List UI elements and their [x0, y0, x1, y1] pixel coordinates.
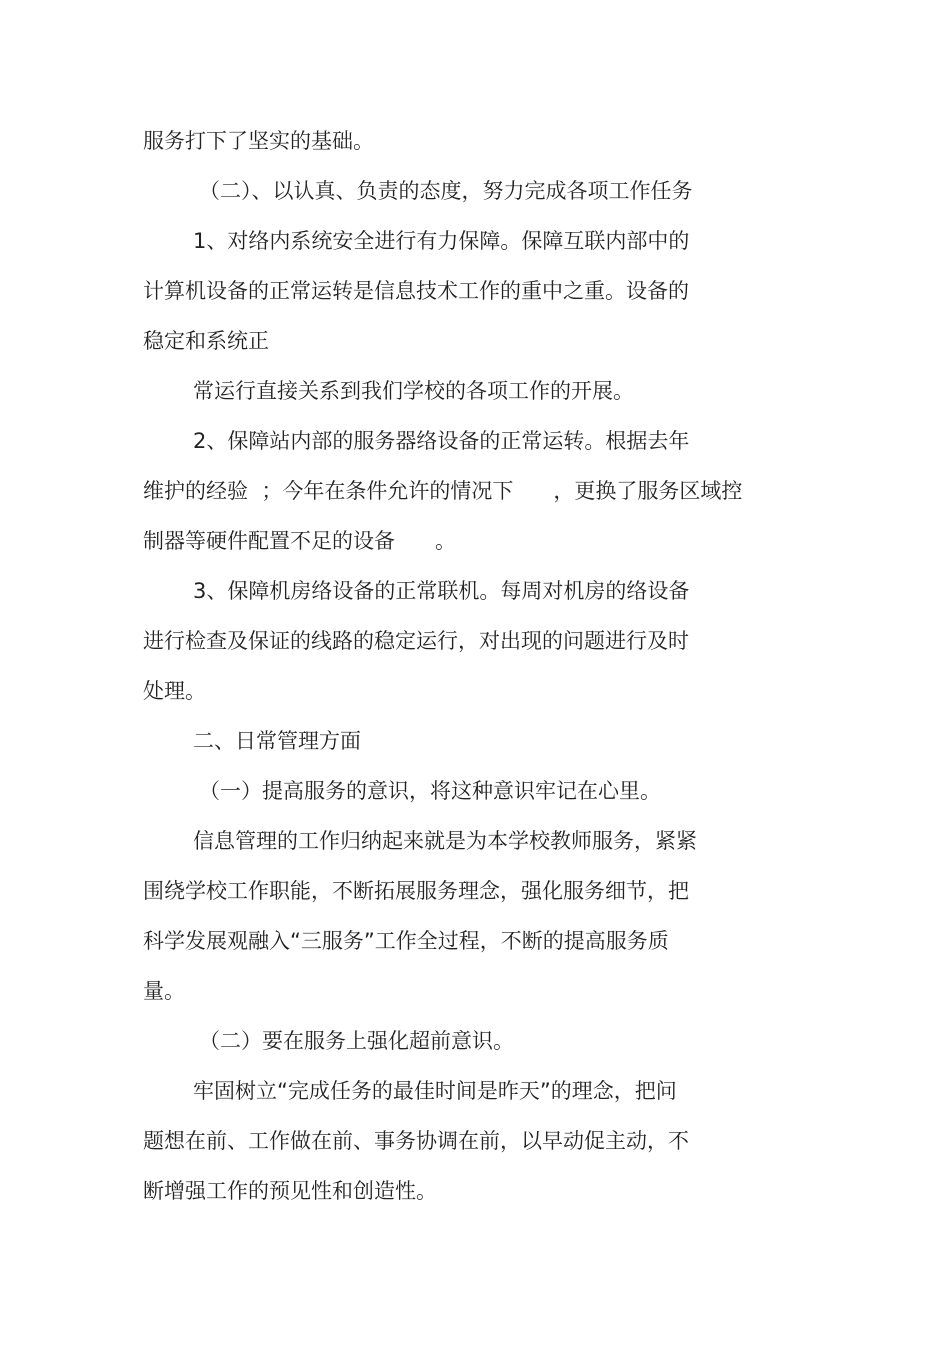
body-line: 处理。: [143, 679, 206, 703]
body-line: 服务打下了坚实的基础。: [143, 129, 374, 153]
body-line: 3、保障机房络设备的正常联机。每周对机房的络设备: [193, 579, 690, 603]
body-line: 1、对络内系统安全进行有力保障。保障互联内部中的: [193, 229, 690, 253]
body-line: 2、保障站内部的服务器络设备的正常运转。根据去年: [193, 429, 690, 453]
body-line: 牢固树立“完成任务的最佳时间是昨天”的理念，把问: [193, 1079, 677, 1103]
body-line: 围绕学校工作职能，不断拓展服务理念，强化服务细节，把: [143, 879, 689, 903]
subsection-heading: （二）要在服务上强化超前意识。: [199, 1029, 514, 1053]
body-line: 常运行直接关系到我们学校的各项工作的开展。: [193, 379, 634, 403]
body-line: 稳定和系统正: [143, 329, 269, 353]
body-line: 信息管理的工作归纳起来就是为本学校教师服务，紧紧: [193, 829, 697, 853]
body-line: 计算机设备的正常运转是信息技术工作的重中之重。设备的: [143, 279, 689, 303]
subsection-heading: （一）提高服务的意识，将这种意识牢记在心里。: [199, 779, 661, 803]
body-line: 科学发展观融入“三服务”工作全过程，不断的提高服务质: [143, 929, 669, 953]
body-line: 断增强工作的预见性和创造性。: [143, 1179, 437, 1203]
body-line: 题想在前、工作做在前、事务协调在前，以早动促主动，不: [143, 1129, 689, 1153]
section-heading: 二、日常管理方面: [193, 729, 361, 753]
body-line: 制器等硬件配置不足的设备 。: [143, 529, 457, 553]
body-line: 量。: [143, 979, 185, 1003]
subsection-heading: （二）、以认真、负责的态度，努力完成各项工作任务: [199, 179, 693, 203]
body-line: 进行检查及保证的线路的稳定运行，对出现的问题进行及时: [143, 629, 689, 653]
body-line: 维护的经验 ；今年在条件允许的情况下 ，更换了服务区域控: [143, 479, 743, 503]
